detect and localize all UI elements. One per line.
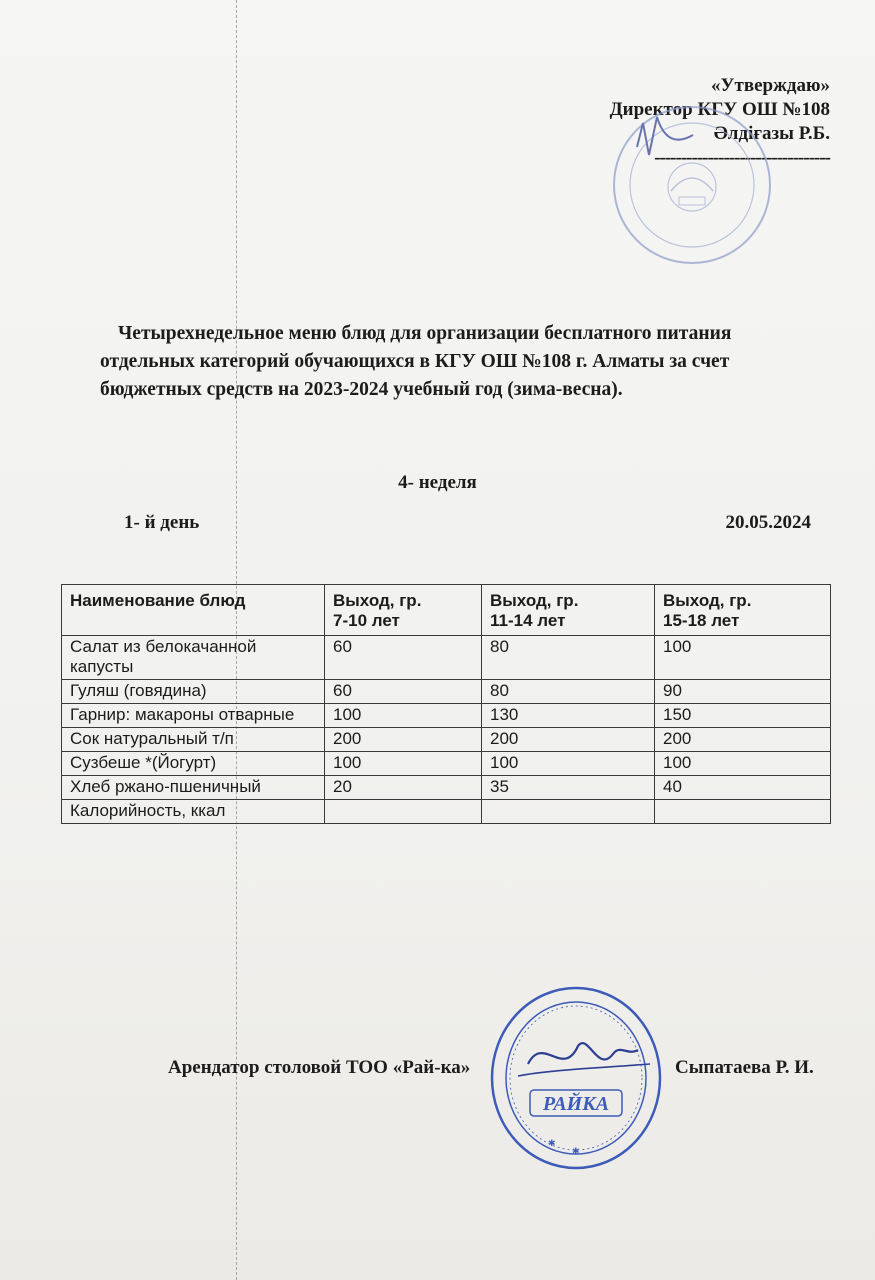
yield-7-10: 20 [325, 776, 482, 800]
title-line-2: отдельных категорий обучающихся в КГУ ОШ №108 г. Алматы за счет [100, 351, 730, 372]
table-header-row [62, 585, 831, 636]
yield-11-14: 130 [482, 704, 655, 728]
table-row [62, 680, 831, 704]
manager-name: Сыпатаева Р. И. [675, 1057, 814, 1078]
yield-15-18: 40 [655, 776, 831, 800]
yield-11-14: 200 [482, 728, 655, 752]
yield-15-18: 100 [655, 752, 831, 776]
yield-7-10: 60 [325, 636, 482, 680]
header-yield-7-10: Выход, гр. 7-10 лет [325, 585, 482, 636]
yield-11-14: 100 [482, 752, 655, 776]
yield-11-14 [482, 800, 655, 824]
title-line-3: бюджетных средств на 2023-2024 учебный год (зима-весна). [100, 379, 623, 400]
director-position: Директор КГУ ОШ №108 [609, 99, 830, 120]
footer-signature [0, 1057, 875, 1087]
yield-7-10: 200 [325, 728, 482, 752]
dish-name: Сузбеше *(Йогурт) [62, 752, 325, 776]
signature-line: --------------------------------- [654, 147, 830, 168]
yield-11-14: 80 [482, 680, 655, 704]
yield-7-10 [325, 800, 482, 824]
director-name: Әлдіғазы Р.Б. [713, 123, 830, 144]
week-label: 4- неделя [398, 472, 477, 493]
dish-name: Сок натуральный т/п [62, 728, 325, 752]
yield-15-18: 100 [655, 636, 831, 680]
table-row-calories [62, 800, 831, 824]
dish-name: Гарнир: макароны отварные [62, 704, 325, 728]
day-label: 1- й день [124, 512, 200, 533]
table-row [62, 728, 831, 752]
svg-text:✱: ✱ [548, 1139, 556, 1149]
yield-11-14: 80 [482, 636, 655, 680]
document-title [100, 320, 812, 404]
yield-15-18: 150 [655, 704, 831, 728]
dish-name: Хлеб ржано-пшеничный [62, 776, 325, 800]
yield-15-18 [655, 800, 831, 824]
title-line-1: Четырехнедельное меню блюд для организации бесплатного питания [118, 323, 732, 344]
header-yield-11-14: Выход, гр. 11-14 лет [482, 585, 655, 636]
dish-name: Калорийность, ккал [62, 800, 325, 824]
dish-name: Салат из белокачанной капусты [62, 636, 325, 680]
svg-text:✱: ✱ [572, 1147, 580, 1157]
official-seal-top [597, 95, 782, 265]
company-seal [488, 984, 664, 1172]
table-row [62, 704, 831, 728]
yield-15-18: 90 [655, 680, 831, 704]
approve-word: «Утверждаю» [711, 75, 830, 96]
yield-7-10: 100 [325, 704, 482, 728]
yield-7-10: 60 [325, 680, 482, 704]
yield-11-14: 35 [482, 776, 655, 800]
menu-date: 20.05.2024 [725, 512, 811, 533]
header-dish-name: Наименование блюд [62, 585, 325, 636]
yield-7-10: 100 [325, 752, 482, 776]
dish-name: Гуляш (говядина) [62, 680, 325, 704]
table-row [62, 752, 831, 776]
seal-center-text: РАЙКА [542, 1093, 610, 1115]
yield-15-18: 200 [655, 728, 831, 752]
header-yield-15-18: Выход, гр. 15-18 лет [655, 585, 831, 636]
table-row [62, 636, 831, 680]
lessee-label: Арендатор столовой ТОО «Рай-ка» [168, 1057, 471, 1078]
menu-table [61, 584, 831, 824]
table-row [62, 776, 831, 800]
